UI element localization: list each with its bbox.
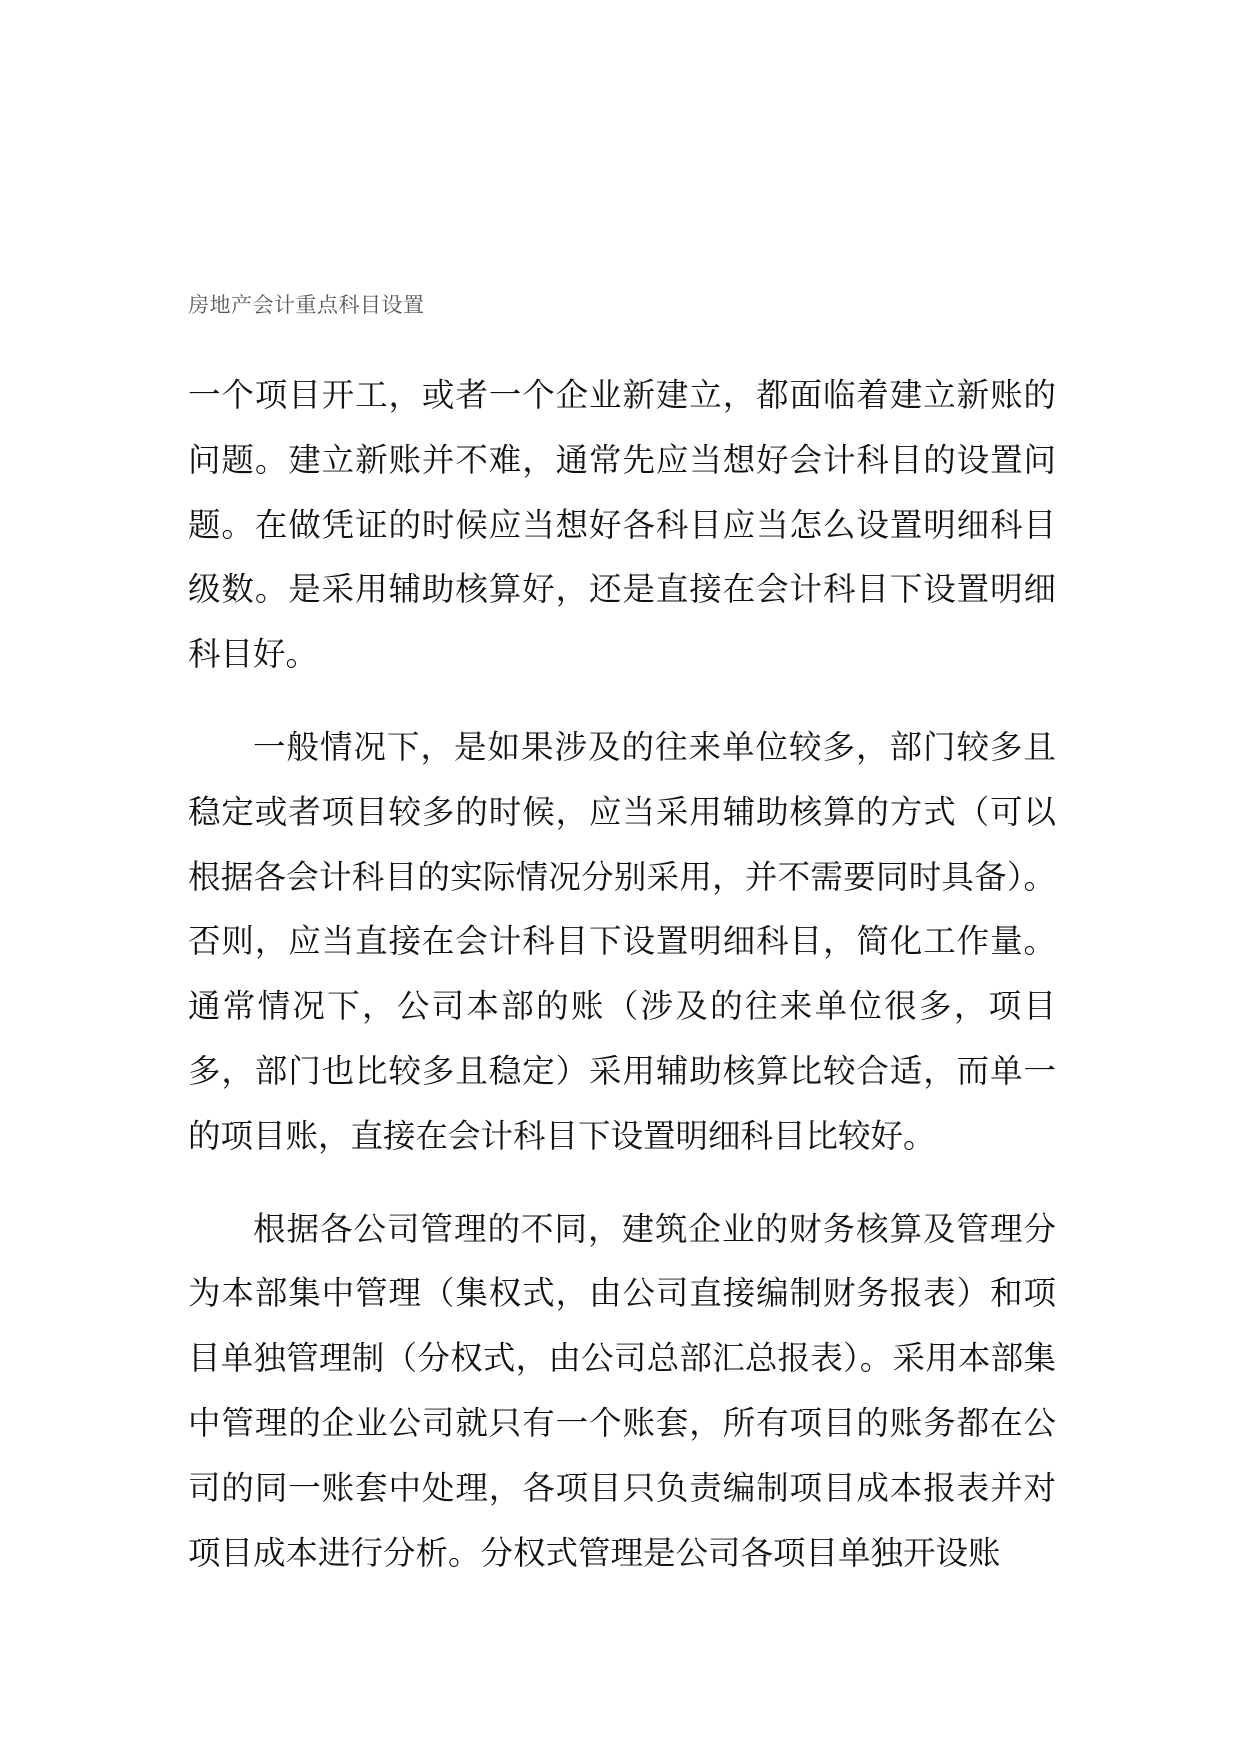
document-body bbox=[188, 363, 1056, 1613]
paragraph-new-account-setup: 一个项目开工，或者一个企业新建立，都面临着建立新账的问题。建立新账并不难，通常先应当想好会计科目的设置问题。在做凭证的时候应当想好各科目应当怎么设置明细科目级数。是采用辅助核算好，还是直接在会计科目下设置明细科目好。 bbox=[188, 376, 1056, 674]
paragraph-management-modes: 根据各公司管理的不同，建筑企业的财务核算及管理分为本部集中管理（集权式，由公司直接编制财务报表）和项目单独管理制（分权式，由公司总部汇总报表）。采用本部集中管理的企业公司就只有一个账套，所有项目的账务都在公司的同一账套中处理，各项目只负责编制项目成本报表并对项目成本进行分析。分权式管理是公司各项目单独开设账 bbox=[188, 1209, 1056, 1572]
paragraph-auxiliary-accounting: 一般情况下，是如果涉及的往来单位较多，部门较多且稳定或者项目较多的时候，应当采用辅助核算的方式（可以根据各会计科目的实际情况分别采用，并不需要同时具备）。否则，应当直接在会计科目下设置明细科目，简化工作量。通常情况下，公司本部的账（涉及的往来单位很多，项目多，部门也比较多且稳定）采用辅助核算比较合适，而单一的项目账，直接在会计科目下设置明细科目比较好。 bbox=[188, 727, 1056, 1155]
document-header: 房地产会计重点科目设置 bbox=[188, 293, 425, 317]
